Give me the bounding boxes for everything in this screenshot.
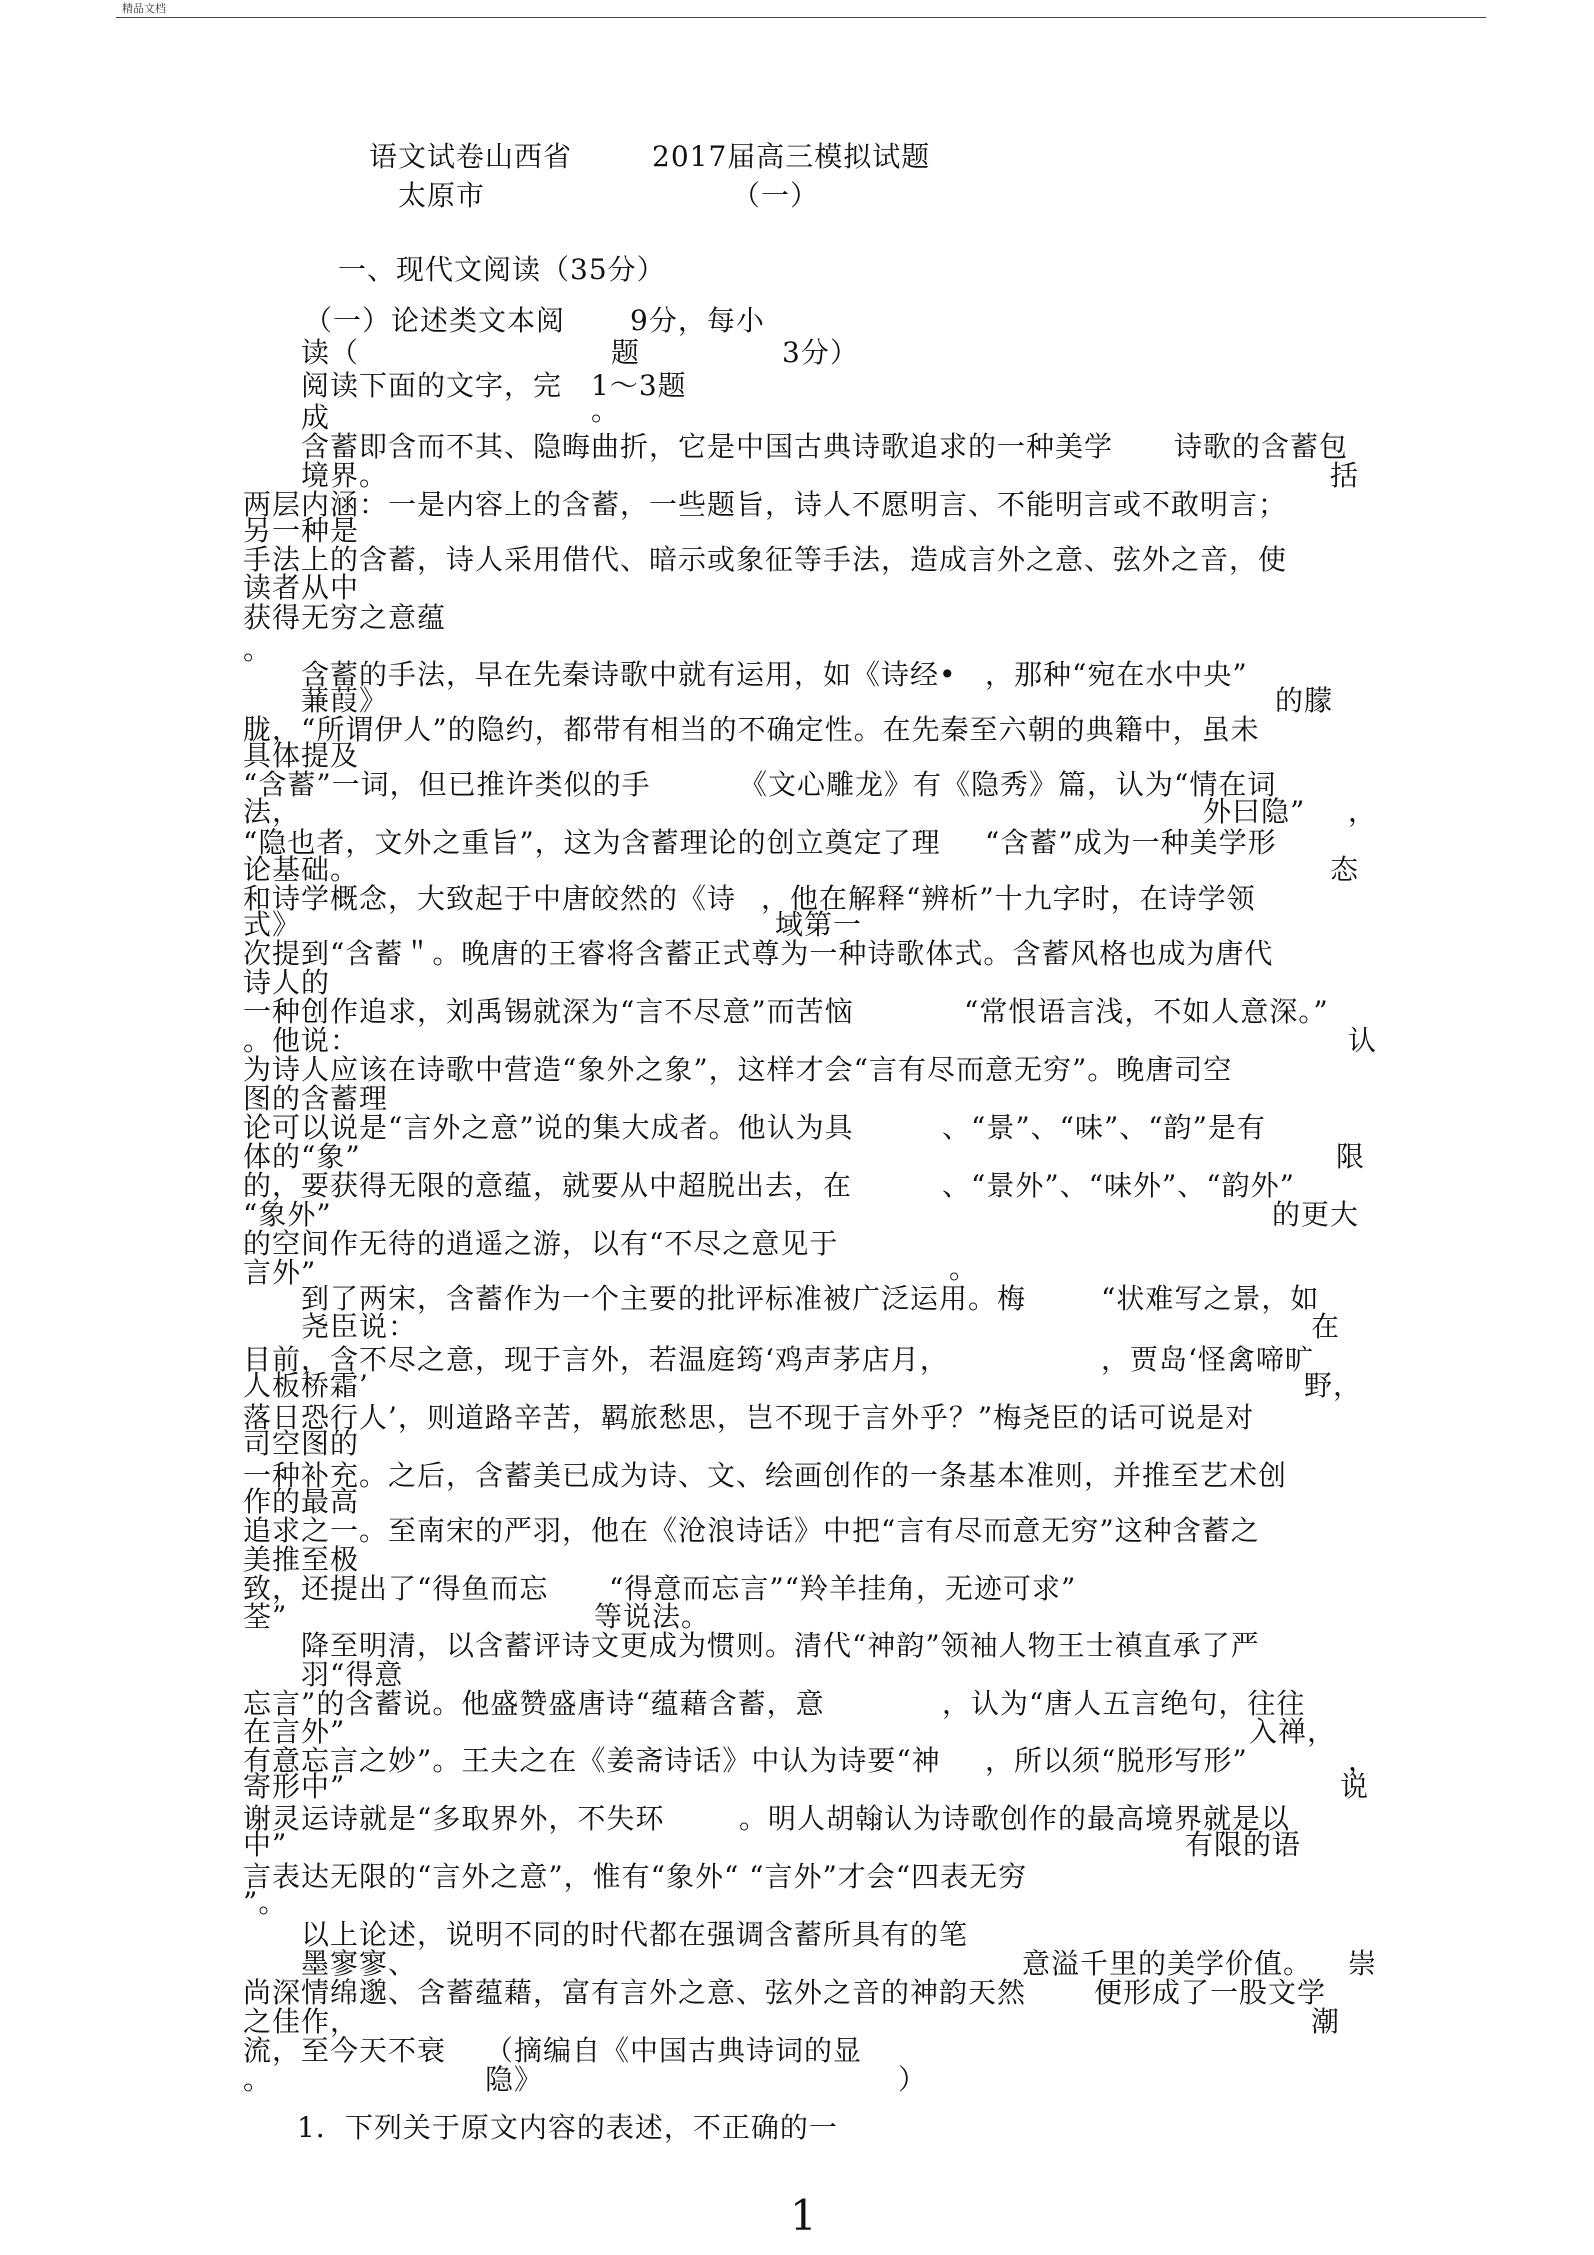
passage-text: 另一种是 [243, 514, 360, 547]
passage-text: 以上论述，说明不同的时代都在强调含蓄所具有的笔 [301, 1918, 969, 1951]
passage-text: 落日恐行人’，则道路辛苦，羁旅愁思，岂不现于言外乎？”梅尧臣的话可说是对 [243, 1401, 1255, 1434]
passage-text: 荃” [243, 1600, 288, 1633]
passage-text: 诗歌的含蓄包 [1174, 430, 1349, 463]
instruction-text: （一）论述类文本阅 [304, 304, 566, 337]
passage-text: 羽“得意 [301, 1658, 404, 1691]
passage-text: 。 [243, 633, 273, 666]
instruction-text: 9分，每小 [630, 304, 765, 337]
passage-text: 在言外” [243, 1715, 346, 1748]
passage-text: ”。 [243, 1886, 288, 1919]
passage-text: 蒹葭》 [301, 684, 389, 717]
passage-text: 。他说： [243, 1024, 360, 1057]
instruction-text: 阅读下面的文字，完 [301, 369, 563, 402]
passage-text: 域第一 [775, 908, 863, 941]
passage-text: 流，至今天不衰 [243, 2034, 447, 2067]
passage-text: 的更大 [1272, 1198, 1360, 1231]
citation-text: （摘编自《中国古典诗词的显 [485, 2034, 863, 2067]
passage-text: 一种补充。之后，含蓄美已成为诗、文、绘画创作的一条基本准则，并推至艺术创 [243, 1459, 1288, 1492]
passage-text: 寄形中” [243, 1770, 346, 1803]
passage-text: 为诗人应该在诗歌中营造“象外之象”，这样才会“言有尽而意无穷”。晚唐司空 [243, 1053, 1233, 1086]
passage-text: 尧臣说： [301, 1310, 418, 1343]
title-subject: 语文试卷山西省 [369, 140, 573, 173]
passage-text: ，所以须“脱形写形” [985, 1744, 1248, 1777]
passage-text: 言外” [243, 1256, 317, 1289]
passage-text: 读者从中 [243, 571, 360, 604]
passage-text: 入禅， [1249, 1715, 1337, 1748]
passage-text: 谢灵运诗就是“多取界外，不失环 [243, 1802, 665, 1835]
passage-text: 获得无穷之意蕴 [243, 601, 447, 634]
passage-text: 手法上的含蓄，诗人采用借代、暗示或象征等手法，造成言外之意、弦外之音，使 [243, 543, 1288, 576]
passage-text: 尚深情绵邈、含蓄蕴藉，富有言外之意、弦外之音的神韵天然 [243, 1976, 1027, 2009]
passage-text: 在 [1311, 1310, 1341, 1343]
passage-text: 致，还提出了“得鱼而忘 [243, 1572, 549, 1605]
passage-text: 有限的语 [1185, 1828, 1302, 1861]
passage-text: “含蓄”成为一种美学形 [985, 826, 1277, 859]
passage-text: 次提到“含蓄＂。晚唐的王睿将含蓄正式尊为一种诗歌体式。含蓄风格也成为唐代 [243, 937, 1274, 970]
passage-text: 便形成了一股文学 [1094, 1976, 1327, 2009]
passage-text: “含蓄”一词，但已推许类似的手 [243, 768, 651, 801]
passage-text: 说 [1340, 1770, 1370, 1803]
passage-text: 式》 [243, 908, 302, 941]
passage-text: 。明人胡翰认为诗歌创作的最高境界就是以 [739, 1802, 1291, 1835]
passage-text: 野， [1304, 1369, 1363, 1402]
passage-text: 作的最高 [243, 1485, 360, 1518]
passage-text: 目前，含不尽之意，现于言外，若温庭筠‘鸡声茅店月， [243, 1343, 949, 1376]
passage-text: 潮 [1311, 2005, 1341, 2038]
passage-text: ，那种“宛在水中央” [985, 658, 1248, 691]
passage-text: 含蓄的手法，早在先秦诗歌中就有运用，如《诗经• [301, 658, 957, 691]
passage-text: 含蓄即含而不其、隐晦曲折，它是中国古典诗歌追求的一种美学 [301, 430, 1114, 463]
passage-text: ， [1348, 1744, 1378, 1777]
passage-text: 之佳作， [243, 2005, 360, 2038]
passage-text: 胧，“所谓伊人”的隐约，都带有相当的不确定性。在先秦至六朝的典籍中，虽未 [243, 713, 1260, 746]
passage-text: 一种创作追求，刘禹锡就深为“言不尽意”而苦恼 [243, 995, 854, 1028]
instruction-text: 成 [301, 401, 331, 434]
passage-text: ，贾岛‘怪禽啼旷 [1101, 1343, 1314, 1376]
passage-text: “状难写之景，如 [1101, 1282, 1320, 1315]
passage-text: 态 [1330, 853, 1360, 886]
passage-text: 司空图的 [243, 1427, 360, 1460]
passage-text: 论可以说是“言外之意”说的集大成者。他认为具 [243, 1111, 854, 1144]
passage-text: 降至明清，以含蓄评诗文更成为惯则。清代“神韵”领袖人物王士禛直承了严 [301, 1629, 1260, 1662]
passage-text: “隐也者，文外之重旨”，这为含蓄理论的创立奠定了理 [243, 826, 941, 859]
instruction-text: 3分） [782, 336, 859, 369]
passage-text: 墨寥寥、 [301, 1947, 418, 1980]
passage-text: 言表达无限的“言外之意”，惟有“象外“ “言外”才会“四表无穷 [243, 1860, 1028, 1893]
passage-text: 。 [243, 2063, 273, 2096]
passage-text: 和诗学概念，大致起于中唐皎然的《诗 [243, 882, 737, 915]
passage-text: 有意忘言之妙”。王夫之在《姜斋诗话》中认为诗要“神 [243, 1744, 941, 1777]
passage-text: 等说法。 [594, 1600, 711, 1633]
title-number: （一） [732, 179, 820, 212]
passage-text: ，认为“唐人五言绝句，往往 [942, 1687, 1306, 1720]
instruction-text: 。 [591, 394, 621, 427]
watermark-text: 精品文档 [122, 2, 166, 15]
citation-text: 隐》 [485, 2063, 544, 2096]
passage-text: 认 [1348, 1024, 1378, 1057]
passage-text: 、“景”、“味”、“韵”是有 [942, 1111, 1266, 1144]
passage-text: 具体提及 [243, 739, 360, 772]
passage-text: ， [1348, 795, 1378, 828]
instruction-text: 题 [611, 336, 641, 369]
passage-text: 美推至极 [243, 1543, 360, 1576]
passage-text: 、“景外”、“味外”、“韵外” [942, 1169, 1295, 1202]
passage-text: 括 [1330, 459, 1360, 492]
passage-text: 追求之一。至南宋的严羽，他在《沧浪诗话》中把“言有尽而意无穷”这种含蓄之 [243, 1514, 1260, 1547]
title-city: 太原市 [398, 179, 486, 212]
passage-text: 的空间作无待的逍遥之游，以有“不尽之意见于 [243, 1227, 839, 1260]
passage-text: 意溢千里的美学价值。 [1022, 1947, 1313, 1980]
passage-text: 限 [1336, 1140, 1366, 1173]
citation-text: ） [898, 2063, 928, 2096]
passage-text: 两层内涵：一是内容上的含蓄，一些题旨，诗人不愿明言、不能明言或不敢明言； [243, 488, 1288, 521]
passage-text: “象外” [243, 1198, 332, 1231]
passage-text: 人板桥霜’ [243, 1369, 369, 1402]
title-exam-name: 2017届高三模拟试题 [652, 140, 931, 173]
passage-text: 到了两宋，含蓄作为一个主要的批评标准被广泛运用。梅 [301, 1282, 1027, 1315]
passage-text: 体的“象” [243, 1140, 361, 1173]
instruction-text: 1～3题 [591, 369, 687, 402]
passage-text: 诗人的 [243, 966, 331, 999]
passage-text: 崇 [1348, 1947, 1378, 1980]
passage-text: 的朦 [1275, 684, 1334, 717]
question-1-stem: 1．下列关于原文内容的表述，不正确的一 [297, 2111, 838, 2144]
passage-text: 外曰隐” [1203, 795, 1306, 828]
passage-text: 的，要获得无限的意蕴，就要从中超脱出去，在 [243, 1169, 853, 1202]
passage-text: 法， [243, 795, 302, 828]
passage-text: 中” [243, 1828, 288, 1861]
section-heading: 一、现代文阅读（35分） [338, 253, 666, 286]
passage-text: “常恨语言浅，不如人意深。” [964, 995, 1329, 1028]
passage-text: 论基础。 [243, 853, 360, 886]
passage-text: ，他在解释“辨析”十九字时，在诗学领 [761, 882, 1256, 915]
passage-text: 。 [949, 1252, 979, 1285]
page-number: 1 [790, 2191, 817, 2240]
passage-text: 忘言”的含蓄说。他盛赞盛唐诗“蕴藉含蓄，意 [243, 1687, 825, 1720]
passage-text: 境界。 [301, 459, 389, 492]
instruction-text: 读（ [301, 336, 360, 369]
passage-text: 图的含蓄理 [243, 1082, 389, 1115]
header-rule [116, 17, 1486, 18]
passage-text: “得意而忘言”“羚羊挂角，无迹可求” [609, 1572, 1077, 1605]
passage-text: 《文心雕龙》有《隐秀》篇，认为“情在词 [739, 768, 1277, 801]
